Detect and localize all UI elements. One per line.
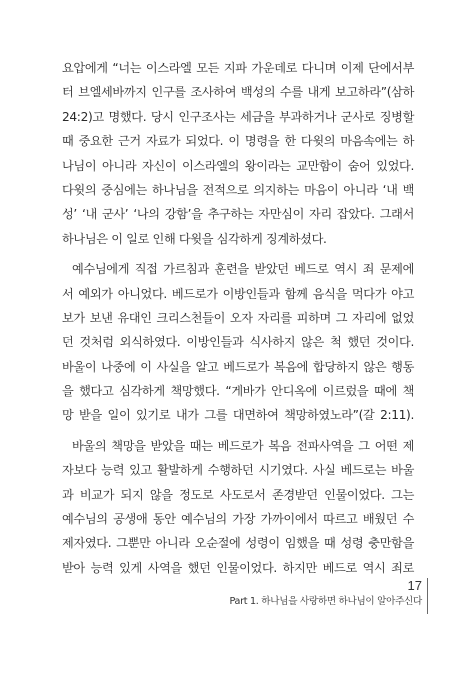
page-footer bbox=[230, 578, 423, 610]
body-text bbox=[62, 56, 414, 580]
text-line: 바울이 나중에 이 사실을 알고 베드로가 복음에 합당하지 않은 행동 bbox=[62, 359, 414, 374]
page-number: 17 bbox=[407, 578, 422, 593]
paragraph-1 bbox=[62, 56, 414, 251]
text-line: 던 것처럼 외식하였다. 이방인들과 식사하지 않은 척 했던 것이다. bbox=[62, 335, 414, 350]
text-line: 받아 능력 있게 사역을 했던 인물이었다. 하지만 베드로 역시 죄로 bbox=[62, 560, 414, 575]
text-line: 하나님은 이 일로 인해 다윗을 심각하게 징계하셨다. bbox=[62, 231, 327, 246]
text-line: 과 비교가 되지 않을 정도로 사도로서 존경받던 인물이었다. 그는 bbox=[62, 487, 414, 502]
text-line: 성’ ‘내 군사’ ‘나의 강함’을 추구하는 자만심이 자리 잡았다. 그래서 bbox=[62, 207, 414, 222]
text-line: 예수님에게 직접 가르침과 훈련을 받았던 베드로 역시 죄 문제에 bbox=[72, 262, 414, 277]
text-line: 터 브엘세바까지 인구를 조사하여 백성의 수를 내게 보고하라”(삼하 bbox=[62, 85, 414, 100]
footer-divider bbox=[427, 578, 428, 614]
text-line: 바울의 책망을 받았을 때는 베드로가 복음 전파사역을 그 어떤 제 bbox=[72, 438, 414, 453]
text-line: 24:2)고 명했다. 당시 인구조사는 세금을 부과하거나 군사로 징병할 bbox=[62, 109, 414, 124]
text-line: 망 받을 일이 있기로 내가 그를 대면하여 책망하였노라”(갈 2:11). bbox=[62, 408, 414, 423]
text-line: 나님이 아니라 자신이 이스라엘의 왕이라는 교만함이 숨어 있었다. bbox=[62, 158, 414, 173]
paragraph-2 bbox=[62, 257, 414, 428]
text-line: 보가 보낸 유대인 크리스천들이 오자 자리를 피하며 그 자리에 없었 bbox=[62, 310, 414, 325]
text-line: 다윗의 중심에는 하나님을 전적으로 의지하는 마음이 아니라 ‘내 백 bbox=[62, 182, 414, 197]
text-line: 요압에게 “너는 이스라엘 모든 지파 가운데로 다니며 이제 단에서부 bbox=[62, 61, 414, 75]
text-line: 을 했다고 심각하게 책망했다. “게바가 안디옥에 이르렀을 때에 책 bbox=[62, 384, 414, 399]
text-line: 자보다 능력 있고 활발하게 수행하던 시기였다. 사실 베드로는 바울 bbox=[62, 463, 414, 478]
text-line: 제자였다. 그뿐만 아니라 오순절에 성령이 임했을 때 성령 충만함을 bbox=[62, 536, 414, 551]
text-line: 서 예외가 아니었다. 베드로가 이방인들과 함께 음식을 먹다가 야고 bbox=[62, 286, 414, 301]
running-title: Part 1. 하나님을 사랑하면 하나님이 알아주신다 bbox=[229, 596, 422, 607]
text-line: 때 중요한 근거 자료가 되었다. 이 명령을 한 다윗의 마음속에는 하 bbox=[62, 134, 414, 149]
text-line: 예수님의 공생애 동안 예수님의 가장 가까이에서 따르고 배웠던 수 bbox=[62, 512, 414, 527]
paragraph-3 bbox=[62, 434, 414, 580]
